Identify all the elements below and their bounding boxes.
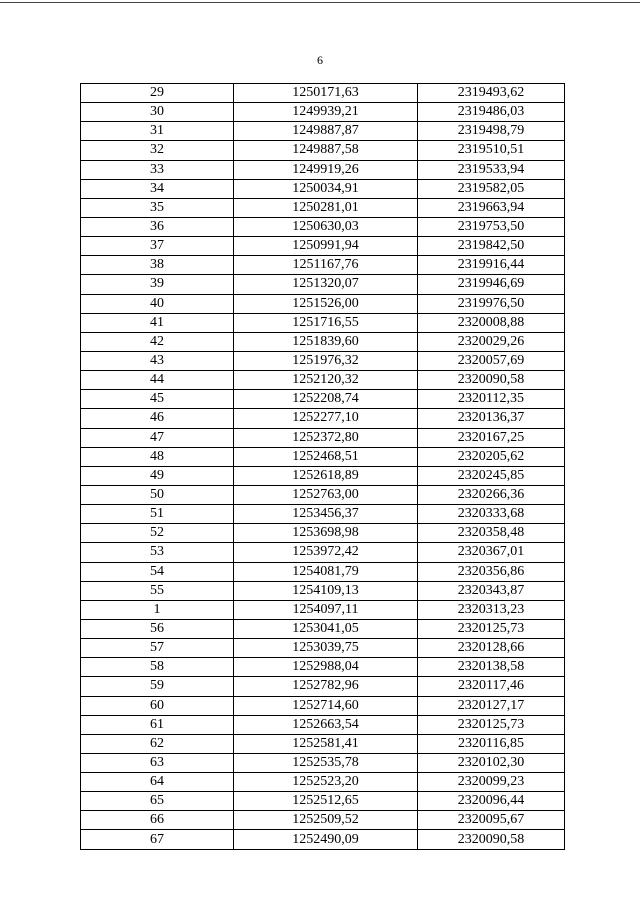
y-coordinate-cell: 2320343,87: [418, 581, 565, 600]
y-coordinate-cell: 2319498,79: [418, 122, 565, 141]
point-number-cell: 54: [81, 562, 234, 581]
y-coordinate-cell: 2320333,68: [418, 505, 565, 524]
y-coordinate-cell: 2320128,66: [418, 639, 565, 658]
x-coordinate-cell: 1252618,89: [234, 466, 418, 485]
point-number-cell: 61: [81, 715, 234, 734]
y-coordinate-cell: 2319582,05: [418, 179, 565, 198]
table-row: [81, 619, 565, 638]
table-row: [81, 122, 565, 141]
table-row: [81, 600, 565, 619]
x-coordinate-cell: 1251839,60: [234, 332, 418, 351]
x-coordinate-cell: 1250034,91: [234, 179, 418, 198]
point-number-cell: 35: [81, 198, 234, 217]
x-coordinate-cell: 1252714,60: [234, 696, 418, 715]
x-coordinate-cell: 1250281,01: [234, 198, 418, 217]
x-coordinate-cell: 1253041,05: [234, 619, 418, 638]
table-row: [81, 543, 565, 562]
point-number-cell: 60: [81, 696, 234, 715]
y-coordinate-cell: 2320090,58: [418, 830, 565, 849]
table-row: [81, 562, 565, 581]
x-coordinate-cell: 1249919,26: [234, 160, 418, 179]
y-coordinate-cell: 2320116,85: [418, 734, 565, 753]
y-coordinate-cell: 2320125,73: [418, 619, 565, 638]
x-coordinate-cell: 1254097,11: [234, 600, 418, 619]
y-coordinate-cell: 2320029,26: [418, 332, 565, 351]
point-number-cell: 49: [81, 466, 234, 485]
point-number-cell: 47: [81, 428, 234, 447]
table-row: [81, 830, 565, 849]
table-row: [81, 677, 565, 696]
table-row: [81, 696, 565, 715]
point-number-cell: 30: [81, 103, 234, 122]
point-number-cell: 65: [81, 792, 234, 811]
table-row: [81, 792, 565, 811]
y-coordinate-cell: 2320167,25: [418, 428, 565, 447]
point-number-cell: 52: [81, 524, 234, 543]
y-coordinate-cell: 2319533,94: [418, 160, 565, 179]
point-number-cell: 39: [81, 275, 234, 294]
table-row: [81, 275, 565, 294]
x-coordinate-cell: 1252509,52: [234, 811, 418, 830]
table-row: [81, 332, 565, 351]
point-number-cell: 58: [81, 658, 234, 677]
table-row: [81, 524, 565, 543]
y-coordinate-cell: 2319946,69: [418, 275, 565, 294]
point-number-cell: 37: [81, 237, 234, 256]
table-row: [81, 103, 565, 122]
point-number-cell: 45: [81, 390, 234, 409]
x-coordinate-cell: 1252490,09: [234, 830, 418, 849]
y-coordinate-cell: 2319916,44: [418, 256, 565, 275]
y-coordinate-cell: 2320356,86: [418, 562, 565, 581]
point-number-cell: 1: [81, 600, 234, 619]
x-coordinate-cell: 1252663,54: [234, 715, 418, 734]
table-row: [81, 811, 565, 830]
x-coordinate-cell: 1252512,65: [234, 792, 418, 811]
point-number-cell: 29: [81, 84, 234, 103]
point-number-cell: 36: [81, 217, 234, 236]
table-row: [81, 141, 565, 160]
table-row: [81, 179, 565, 198]
y-coordinate-cell: 2319976,50: [418, 294, 565, 313]
point-number-cell: 34: [81, 179, 234, 198]
table-row: [81, 658, 565, 677]
table-row: [81, 351, 565, 370]
y-coordinate-cell: 2320358,48: [418, 524, 565, 543]
x-coordinate-cell: 1252763,00: [234, 485, 418, 504]
table-row: [81, 160, 565, 179]
point-number-cell: 46: [81, 409, 234, 428]
y-coordinate-cell: 2319493,62: [418, 84, 565, 103]
x-coordinate-cell: 1252988,04: [234, 658, 418, 677]
y-coordinate-cell: 2320266,36: [418, 485, 565, 504]
point-number-cell: 59: [81, 677, 234, 696]
y-coordinate-cell: 2320245,85: [418, 466, 565, 485]
page-top-edge: [0, 2, 640, 3]
table-row: [81, 198, 565, 217]
table-row: [81, 773, 565, 792]
point-number-cell: 67: [81, 830, 234, 849]
x-coordinate-cell: 1252468,51: [234, 447, 418, 466]
table-row: [81, 715, 565, 734]
point-number-cell: 66: [81, 811, 234, 830]
x-coordinate-cell: 1251167,76: [234, 256, 418, 275]
x-coordinate-cell: 1252277,10: [234, 409, 418, 428]
table-row: [81, 485, 565, 504]
y-coordinate-cell: 2320127,17: [418, 696, 565, 715]
table-row: [81, 447, 565, 466]
point-number-cell: 33: [81, 160, 234, 179]
y-coordinate-cell: 2320090,58: [418, 371, 565, 390]
x-coordinate-cell: 1252523,20: [234, 773, 418, 792]
point-number-cell: 50: [81, 485, 234, 504]
table-row: [81, 256, 565, 275]
x-coordinate-cell: 1254081,79: [234, 562, 418, 581]
page-number: 6: [317, 53, 323, 67]
x-coordinate-cell: 1249887,58: [234, 141, 418, 160]
y-coordinate-cell: 2319842,50: [418, 237, 565, 256]
y-coordinate-cell: 2320096,44: [418, 792, 565, 811]
x-coordinate-cell: 1252120,32: [234, 371, 418, 390]
y-coordinate-cell: 2320138,58: [418, 658, 565, 677]
y-coordinate-cell: 2320008,88: [418, 313, 565, 332]
point-number-cell: 44: [81, 371, 234, 390]
table-row: [81, 294, 565, 313]
y-coordinate-cell: 2319663,94: [418, 198, 565, 217]
coordinates-table-body: [81, 84, 565, 850]
y-coordinate-cell: 2320095,67: [418, 811, 565, 830]
point-number-cell: 53: [81, 543, 234, 562]
table-row: [81, 753, 565, 772]
table-row: [81, 581, 565, 600]
table-row: [81, 409, 565, 428]
table-row: [81, 217, 565, 236]
y-coordinate-cell: 2320102,30: [418, 753, 565, 772]
table-row: [81, 466, 565, 485]
y-coordinate-cell: 2320057,69: [418, 351, 565, 370]
point-number-cell: 56: [81, 619, 234, 638]
point-number-cell: 40: [81, 294, 234, 313]
table-row: [81, 371, 565, 390]
x-coordinate-cell: 1253698,98: [234, 524, 418, 543]
x-coordinate-cell: 1251320,07: [234, 275, 418, 294]
y-coordinate-cell: 2320125,73: [418, 715, 565, 734]
y-coordinate-cell: 2320117,46: [418, 677, 565, 696]
x-coordinate-cell: 1251526,00: [234, 294, 418, 313]
y-coordinate-cell: 2320205,62: [418, 447, 565, 466]
table-row: [81, 390, 565, 409]
table-row: [81, 428, 565, 447]
y-coordinate-cell: 2319486,03: [418, 103, 565, 122]
point-number-cell: 64: [81, 773, 234, 792]
y-coordinate-cell: 2320136,37: [418, 409, 565, 428]
table-row: [81, 505, 565, 524]
point-number-cell: 62: [81, 734, 234, 753]
x-coordinate-cell: 1249939,21: [234, 103, 418, 122]
x-coordinate-cell: 1250991,94: [234, 237, 418, 256]
point-number-cell: 51: [81, 505, 234, 524]
x-coordinate-cell: 1252372,80: [234, 428, 418, 447]
x-coordinate-cell: 1254109,13: [234, 581, 418, 600]
x-coordinate-cell: 1253456,37: [234, 505, 418, 524]
coordinates-table: [80, 83, 565, 850]
x-coordinate-cell: 1252782,96: [234, 677, 418, 696]
x-coordinate-cell: 1252581,41: [234, 734, 418, 753]
x-coordinate-cell: 1253972,42: [234, 543, 418, 562]
point-number-cell: 63: [81, 753, 234, 772]
point-number-cell: 41: [81, 313, 234, 332]
table-row: [81, 734, 565, 753]
x-coordinate-cell: 1250630,03: [234, 217, 418, 236]
x-coordinate-cell: 1253039,75: [234, 639, 418, 658]
point-number-cell: 31: [81, 122, 234, 141]
x-coordinate-cell: 1251716,55: [234, 313, 418, 332]
x-coordinate-cell: 1250171,63: [234, 84, 418, 103]
y-coordinate-cell: 2320099,23: [418, 773, 565, 792]
point-number-cell: 55: [81, 581, 234, 600]
table-row: [81, 84, 565, 103]
point-number-cell: 57: [81, 639, 234, 658]
x-coordinate-cell: 1252535,78: [234, 753, 418, 772]
y-coordinate-cell: 2320112,35: [418, 390, 565, 409]
point-number-cell: 43: [81, 351, 234, 370]
point-number-cell: 32: [81, 141, 234, 160]
table-row: [81, 639, 565, 658]
y-coordinate-cell: 2320313,23: [418, 600, 565, 619]
x-coordinate-cell: 1252208,74: [234, 390, 418, 409]
table-row: [81, 313, 565, 332]
y-coordinate-cell: 2320367,01: [418, 543, 565, 562]
y-coordinate-cell: 2319753,50: [418, 217, 565, 236]
point-number-cell: 42: [81, 332, 234, 351]
x-coordinate-cell: 1251976,32: [234, 351, 418, 370]
x-coordinate-cell: 1249887,87: [234, 122, 418, 141]
y-coordinate-cell: 2319510,51: [418, 141, 565, 160]
point-number-cell: 48: [81, 447, 234, 466]
table-row: [81, 237, 565, 256]
point-number-cell: 38: [81, 256, 234, 275]
